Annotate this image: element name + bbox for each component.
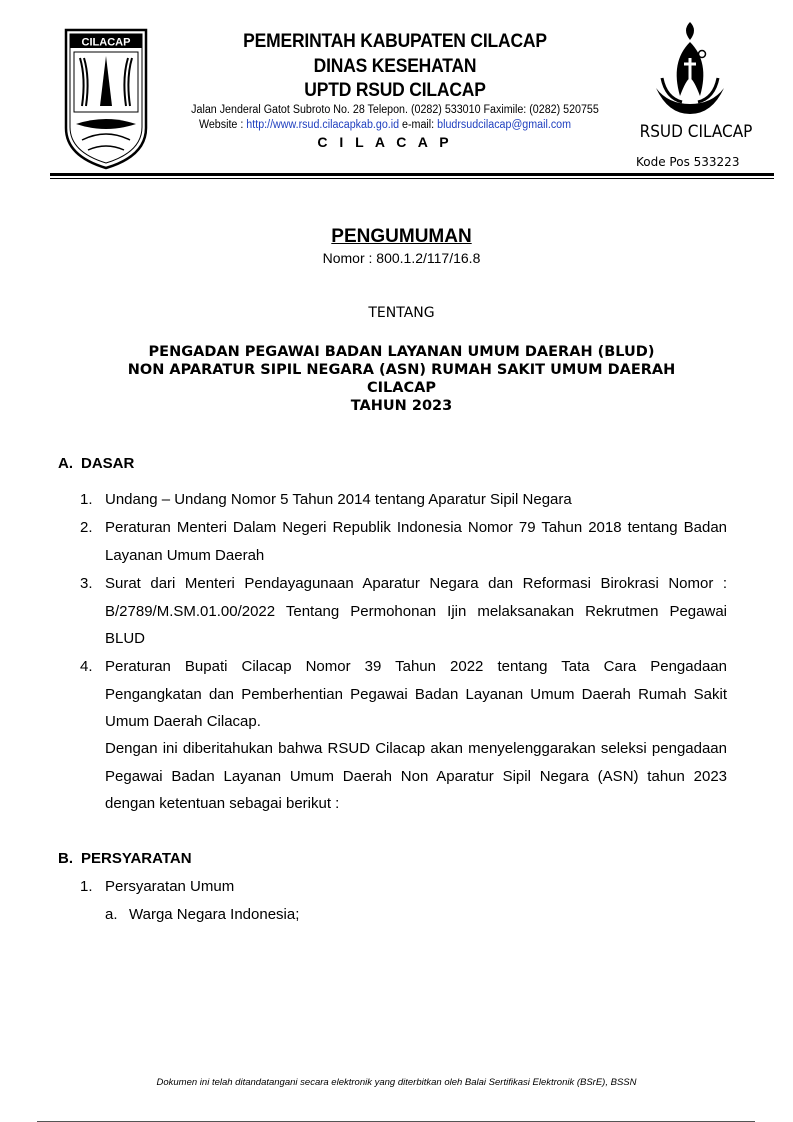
list-item-number: 1. [80, 878, 93, 895]
subject-line-2: NON APARATUR SIPIL NEGARA (ASN) RUMAH SAKIT UMUM DAERAH [127, 362, 676, 378]
letterhead-city: C I L A C A P [317, 134, 453, 150]
section-b-heading [58, 850, 192, 867]
about-label: TENTANG [368, 305, 435, 321]
e-signature-note: Dokumen ini telah ditandatangani secara elektronik yang diterbitkan oleh Balai Sertifikasi Elektronik (BSrE), BSSN [156, 1077, 637, 1088]
letterhead-government: PEMERINTAH KABUPATEN CILACAP [243, 31, 547, 52]
list-item: Peraturan Menteri Dalam Negeri Republik Indonesia Nomor 79 Tahun 2018 tentang Badan Layanan Umum Daerah [105, 519, 727, 564]
list-item-number: 1. [80, 491, 93, 508]
list-item: Peraturan Bupati Cilacap Nomor 39 Tahun 2022 tentang Tata Cara Pengadaan Pengangkatan dan Pemberhentian Pegawai Badan Layanan Umum Daerah Rumah Sakit Umum Daerah Cilacap. [105, 658, 727, 730]
website-label: Website : [198, 119, 247, 131]
letterhead-address: Jalan Jenderal Gatot Subroto No. 28 Telepon. (0282) 533010 Faximile: (0282) 520755 [191, 104, 599, 116]
letterhead-department: DINAS KESEHATAN [313, 56, 477, 77]
rsud-cilacap-logo [652, 18, 728, 122]
section-b-title: PERSYARATAN [81, 850, 192, 867]
cilacap-regency-logo [64, 28, 148, 170]
list-item-number: 3. [80, 575, 93, 592]
letterhead-divider-thin [50, 178, 774, 179]
list-item-number: 4. [80, 658, 93, 675]
list-item-number: 2. [80, 519, 93, 536]
list-item: Persyaratan Umum [105, 878, 235, 895]
sub-item-text: Warga Negara Indonesia; [129, 906, 300, 923]
letterhead-unit: UPTD RSUD CILACAP [304, 80, 486, 101]
section-a-heading [58, 455, 134, 472]
subject-line-3: CILACAP [367, 380, 436, 396]
website-link[interactable]: http://www.rsud.cilacapkab.go.id [246, 119, 400, 131]
logo-text: CILACAP [81, 36, 131, 49]
list-item: Surat dari Menteri Pendayagunaan Aparatur Negara dan Reformasi Birokrasi Nomor : B/2789/M.SM.01.00/2022 Tentang Permohonan Ijin melaksanakan Rekrutmen Pegawai BLUD [105, 575, 727, 647]
postal-code: Kode Pos 533223 [636, 155, 740, 169]
document-title: PENGUMUMAN [331, 226, 472, 247]
section-a-title: DASAR [81, 455, 135, 472]
section-a-letter: A. [58, 455, 73, 472]
subject-line-1: PENGADAN PEGAWAI BADAN LAYANAN UMUM DAERAH (BLUD) [148, 344, 655, 360]
document-number: Nomor : 800.1.2/117/16.8 [322, 250, 481, 266]
rsud-logo-label: RSUD CILACAP [639, 122, 753, 142]
email-link[interactable]: bludrsudcilacap@gmail.com [437, 119, 572, 131]
sub-item-letter: a. [105, 906, 118, 923]
email-label: e-mail: [399, 119, 438, 131]
subject-line-4: TAHUN 2023 [350, 398, 453, 414]
section-a-closing: Dengan ini diberitahukan bahwa RSUD Cilacap akan menyelenggarakan seleksi pengadaan Pegawai Badan Layanan Umum Daerah Non Aparatur Sipil Negara (ASN) tahun 2023 dengan ketentuan sebagai berikut : [105, 740, 727, 812]
letterhead-divider-thick [50, 173, 774, 176]
section-b-letter: B. [58, 850, 73, 867]
letterhead-contact [166, 119, 603, 131]
list-item: Undang – Undang Nomor 5 Tahun 2014 tentang Aparatur Sipil Negara [105, 491, 572, 508]
